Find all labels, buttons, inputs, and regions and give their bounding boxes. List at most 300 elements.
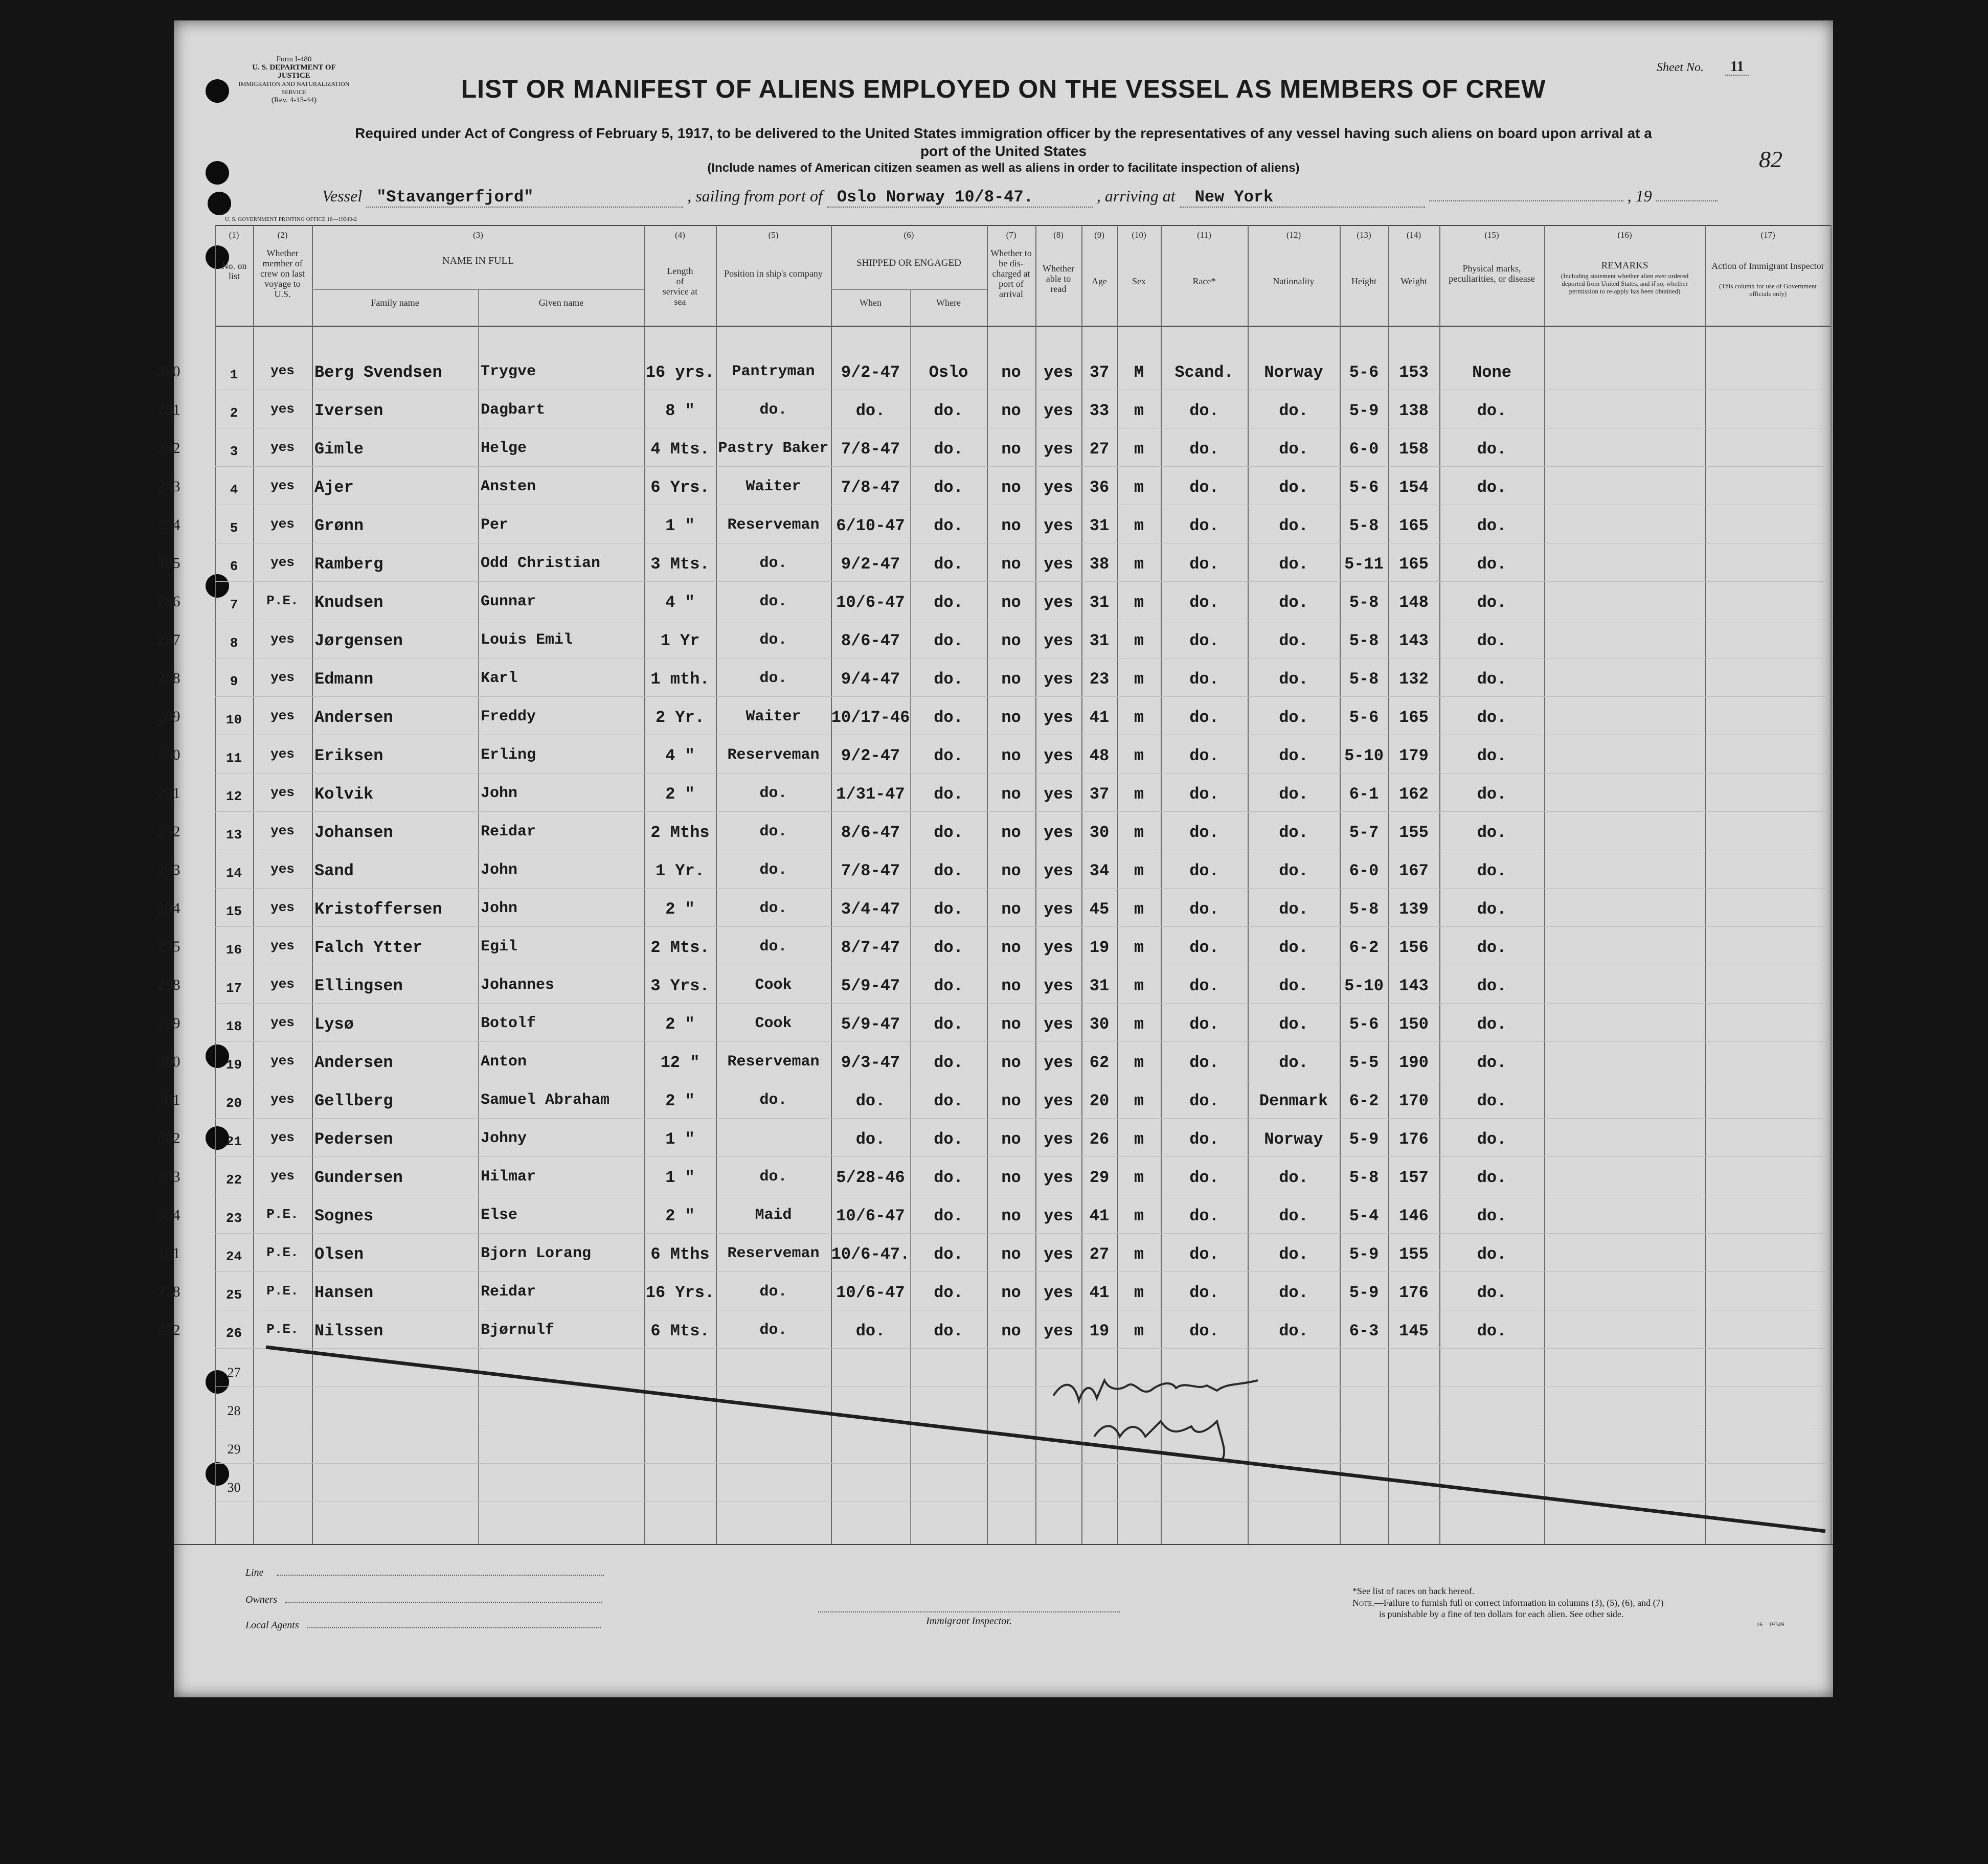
- note-label: Note.: [1352, 1598, 1374, 1608]
- row-able-to-read: yes: [1044, 478, 1073, 497]
- row-able-to-read: yes: [1044, 670, 1073, 689]
- vessel-label: Vessel: [322, 187, 363, 205]
- row-nationality: do.: [1279, 746, 1308, 765]
- row-able-to-read: yes: [1044, 1168, 1073, 1187]
- row-discharged: no: [1001, 440, 1021, 459]
- row-weight: 155: [1399, 823, 1429, 842]
- row-service-length: 2 ": [665, 900, 695, 919]
- row-margin-number: 302: [157, 1130, 180, 1147]
- col-number: (10): [1132, 230, 1146, 240]
- row-given-name: Hilmar: [481, 1168, 536, 1186]
- row-margin-number: 304: [157, 1207, 180, 1223]
- row-weight: 156: [1399, 938, 1429, 957]
- row-family-name: Berg Svendsen: [314, 363, 442, 382]
- row-sex: m: [1134, 900, 1144, 919]
- sailing-port: Oslo Norway 10/8-47.: [827, 188, 1093, 208]
- row-weight: 139: [1399, 900, 1429, 919]
- row-nationality: do.: [1279, 976, 1308, 995]
- row-shipped-where: do.: [934, 401, 963, 420]
- row-height: 6-2: [1349, 1092, 1379, 1110]
- col-number: (13): [1357, 230, 1371, 240]
- row-physical-marks: do.: [1477, 1053, 1507, 1072]
- header-remarks: REMARKS: [1601, 260, 1648, 271]
- row-margin-number: 299: [157, 1015, 180, 1032]
- row-weight: 153: [1399, 363, 1429, 382]
- row-crew-status: yes: [270, 900, 295, 915]
- col-divider: [478, 289, 479, 1544]
- row-able-to-read: yes: [1044, 1322, 1073, 1340]
- row-nationality: do.: [1279, 708, 1308, 727]
- row-race: do.: [1189, 440, 1219, 459]
- row-given-name: Reidar: [481, 823, 536, 840]
- subheader-line: [831, 289, 987, 290]
- row-family-name: Jørgensen: [314, 631, 403, 650]
- row-number: 13: [225, 827, 242, 843]
- empty-row-number: 27: [227, 1365, 241, 1380]
- row-shipped-where: do.: [934, 1207, 963, 1225]
- col-number: (5): [768, 230, 779, 240]
- row-nationality: do.: [1279, 440, 1308, 459]
- empty-row-number: 30: [227, 1480, 241, 1495]
- row-margin-number: 293: [157, 861, 180, 878]
- row-number: 18: [225, 1019, 242, 1034]
- required-line-1: Required under Act of Congress of February 5, 1917, to be delivered to the United States immigration officer by the representatives of any vessel having such aliens on board upon arrival at a: [355, 125, 1652, 141]
- row-service-length: 1 mth.: [650, 670, 710, 689]
- table-bottom-border: [174, 1544, 1833, 1545]
- row-shipped-where: do.: [934, 746, 963, 765]
- row-position: do.: [759, 900, 787, 917]
- sheet-label: Sheet No.: [1657, 61, 1704, 74]
- row-age: 27: [1089, 1245, 1110, 1264]
- row-shipped-when: 10/6-47: [836, 1283, 905, 1302]
- row-physical-marks: do.: [1477, 976, 1507, 995]
- row-given-name: John: [481, 900, 518, 917]
- row-shipped-when: 9/2-47: [841, 746, 900, 765]
- row-shipped-when: do.: [855, 1092, 886, 1110]
- row-weight: 165: [1399, 555, 1429, 574]
- row-margin-number: 298: [157, 976, 180, 993]
- row-position: Waiter: [746, 478, 801, 495]
- header-where: Where: [936, 298, 961, 308]
- row-position: do.: [759, 1168, 787, 1186]
- row-physical-marks: do.: [1477, 1207, 1507, 1225]
- row-given-name: Dagbart: [481, 401, 546, 419]
- row-height: 5-9: [1349, 1283, 1379, 1302]
- row-sex: m: [1134, 1245, 1144, 1264]
- row-race: do.: [1189, 1322, 1219, 1340]
- row-margin-number: 300: [157, 1053, 180, 1070]
- row-discharged: no: [1001, 1245, 1021, 1264]
- row-service-length: 2 ": [665, 1092, 695, 1110]
- header-inspector-action: Action of Immigrant Inspector: [1711, 261, 1824, 271]
- row-family-name: Gellberg: [314, 1092, 393, 1110]
- footer-agents-field: [245, 1620, 601, 1631]
- row-age: 19: [1089, 1322, 1110, 1340]
- row-nationality: do.: [1279, 1283, 1308, 1302]
- col-divider: [716, 225, 717, 1544]
- row-shipped-when: 8/6-47: [841, 631, 900, 650]
- empty-row-number: 28: [227, 1403, 241, 1418]
- row-able-to-read: yes: [1044, 555, 1073, 574]
- row-shipped-when: 5/9-47: [841, 976, 900, 995]
- row-number: 21: [225, 1134, 242, 1149]
- row-service-length: 1 ": [665, 1168, 695, 1187]
- row-crew-status: P.E.: [266, 1322, 299, 1337]
- row-position: Pastry Baker: [718, 440, 829, 457]
- row-sex: m: [1134, 478, 1144, 497]
- row-position: Waiter: [746, 708, 801, 725]
- row-position: do.: [759, 593, 787, 610]
- row-race: do.: [1189, 1130, 1219, 1149]
- row-physical-marks: do.: [1477, 746, 1507, 765]
- row-shipped-where: do.: [934, 708, 963, 727]
- row-shipped-when: 1/31-47: [836, 785, 905, 804]
- row-discharged: no: [1001, 938, 1021, 957]
- row-crew-status: P.E.: [266, 1245, 299, 1260]
- row-sex: m: [1134, 1168, 1144, 1187]
- row-physical-marks: do.: [1477, 1015, 1507, 1034]
- note-text: —Failure to furnish full or correct information in columns (3), (5), (6), and (7): [1374, 1598, 1664, 1608]
- col-number: (9): [1094, 230, 1104, 240]
- row-shipped-where: do.: [934, 440, 963, 459]
- row-physical-marks: do.: [1477, 785, 1507, 804]
- row-position: Maid: [755, 1207, 792, 1224]
- row-crew-status: P.E.: [266, 1283, 299, 1299]
- row-height: 5-6: [1349, 478, 1379, 497]
- row-number: 7: [230, 597, 238, 612]
- row-weight: 170: [1399, 1092, 1429, 1110]
- row-height: 5-8: [1349, 593, 1379, 612]
- row-shipped-where: do.: [934, 1283, 963, 1302]
- row-discharged: no: [1001, 746, 1021, 765]
- row-shipped-where: do.: [934, 823, 963, 842]
- row-able-to-read: yes: [1044, 593, 1073, 612]
- row-discharged: no: [1001, 1283, 1021, 1302]
- row-crew-status: yes: [270, 1092, 295, 1107]
- row-weight: 165: [1399, 516, 1429, 535]
- row-position: do.: [759, 1092, 787, 1109]
- row-physical-marks: do.: [1477, 516, 1507, 535]
- row-shipped-where: do.: [934, 1322, 963, 1340]
- row-physical-marks: do.: [1477, 478, 1507, 497]
- inspector-signature-line: [818, 1611, 1120, 1627]
- row-able-to-read: yes: [1044, 1015, 1073, 1034]
- row-weight: 150: [1399, 1015, 1429, 1034]
- row-nationality: do.: [1279, 1322, 1308, 1340]
- row-sex: m: [1134, 670, 1144, 689]
- row-position: do.: [759, 938, 787, 956]
- row-margin-number: 280: [157, 363, 180, 380]
- row-race: do.: [1189, 631, 1219, 650]
- row-shipped-where: do.: [934, 631, 963, 650]
- row-nationality: do.: [1279, 1207, 1308, 1225]
- row-able-to-read: yes: [1044, 516, 1073, 535]
- footer-line-field: [245, 1567, 604, 1579]
- row-able-to-read: yes: [1044, 1283, 1073, 1302]
- row-rule: [215, 773, 1831, 774]
- row-margin-number: 301: [157, 1092, 180, 1108]
- row-sex: m: [1134, 861, 1144, 880]
- page-number-handwritten: 82: [1759, 146, 1782, 172]
- row-service-length: 8 ": [665, 401, 695, 420]
- row-able-to-read: yes: [1044, 1207, 1073, 1225]
- agents-label: Local Agents: [245, 1620, 299, 1631]
- col-divider: [1248, 225, 1249, 1544]
- row-height: 5-8: [1349, 1168, 1379, 1187]
- row-discharged: no: [1001, 708, 1021, 727]
- row-age: 36: [1089, 478, 1110, 497]
- row-crew-status: yes: [270, 631, 295, 647]
- row-given-name: Samuel Abraham: [481, 1092, 610, 1109]
- row-weight: 143: [1399, 631, 1429, 650]
- owners-label: Owners: [245, 1594, 278, 1605]
- row-physical-marks: do.: [1477, 593, 1507, 612]
- row-number: 17: [225, 981, 242, 996]
- row-crew-status: yes: [270, 823, 295, 838]
- row-height: 5-9: [1349, 1245, 1379, 1264]
- row-race: Scand.: [1174, 363, 1234, 382]
- row-nationality: do.: [1279, 823, 1308, 842]
- row-able-to-read: yes: [1044, 746, 1073, 765]
- row-shipped-when: do.: [855, 401, 886, 420]
- row-sex: m: [1134, 746, 1144, 765]
- header-given-name: Given name: [538, 298, 584, 308]
- row-family-name: Lysø: [314, 1015, 354, 1034]
- row-shipped-when: 10/6-47: [836, 1207, 905, 1225]
- row-physical-marks: do.: [1477, 1283, 1507, 1302]
- row-number: 23: [225, 1211, 242, 1226]
- row-height: 6-2: [1349, 938, 1379, 957]
- year-label: , 19: [1627, 187, 1652, 205]
- col-divider: [1081, 225, 1082, 1544]
- col-divider: [987, 225, 988, 1544]
- row-given-name: Ansten: [481, 478, 536, 495]
- col-divider: [1831, 225, 1832, 1544]
- header-discharged: Whether to be dis-charged at port of arrival: [990, 248, 1032, 299]
- row-position: Reserveman: [727, 746, 820, 764]
- row-service-length: 12 ": [660, 1053, 700, 1072]
- row-discharged: no: [1001, 823, 1021, 842]
- row-weight: 158: [1399, 440, 1429, 459]
- row-height: 5-10: [1344, 746, 1384, 765]
- row-sex: m: [1134, 1130, 1144, 1149]
- row-service-length: 2 ": [665, 785, 695, 804]
- row-service-length: 6 Yrs.: [650, 478, 710, 497]
- row-nationality: Norway: [1264, 1130, 1323, 1149]
- row-number: 22: [225, 1172, 242, 1188]
- row-given-name: Per: [481, 516, 509, 534]
- row-given-name: John: [481, 785, 518, 802]
- row-height: 5-6: [1349, 363, 1379, 382]
- row-shipped-when: do.: [855, 1130, 886, 1149]
- col-number: (7): [1006, 230, 1016, 240]
- row-race: do.: [1189, 478, 1219, 497]
- col-number: (16): [1617, 230, 1632, 240]
- row-given-name: Bjorn Lorang: [481, 1245, 592, 1262]
- form-number: Form I-480: [276, 55, 312, 63]
- row-sex: m: [1134, 1015, 1144, 1034]
- row-discharged: no: [1001, 1130, 1021, 1149]
- row-discharged: no: [1001, 1092, 1021, 1110]
- row-sex: m: [1134, 631, 1144, 650]
- row-margin-number: 286: [157, 593, 180, 610]
- row-sex: m: [1134, 708, 1144, 727]
- row-able-to-read: yes: [1044, 1053, 1073, 1072]
- row-sex: m: [1134, 516, 1144, 535]
- row-given-name: Louis Emil: [481, 631, 573, 649]
- col-divider: [1035, 225, 1036, 1544]
- row-shipped-where: do.: [934, 1053, 963, 1072]
- header-crew-last-voyage: Whether member of crew on last voyage to U.S.: [260, 248, 305, 299]
- row-nationality: do.: [1279, 478, 1308, 497]
- row-height: 6-0: [1349, 861, 1379, 880]
- col-divider: [831, 225, 832, 1544]
- row-margin-number: 303: [157, 1168, 180, 1185]
- row-able-to-read: yes: [1044, 708, 1073, 727]
- row-position: Reserveman: [727, 1053, 820, 1071]
- row-physical-marks: do.: [1477, 1092, 1507, 1110]
- row-crew-status: yes: [270, 1168, 295, 1184]
- row-family-name: Edmann: [314, 670, 374, 689]
- empty-row-number: 29: [227, 1442, 241, 1457]
- header-inspector-note: (This column for use of Government officials only): [1719, 282, 1817, 298]
- row-given-name: Reidar: [481, 1283, 536, 1301]
- row-given-name: Karl: [481, 670, 518, 687]
- row-crew-status: yes: [270, 1053, 295, 1069]
- row-rule: [215, 1233, 1831, 1234]
- row-service-length: 2 ": [665, 1015, 695, 1034]
- row-sex: m: [1134, 1283, 1144, 1302]
- row-age: 33: [1089, 401, 1110, 420]
- row-age: 62: [1089, 1053, 1110, 1072]
- row-service-length: 4 Mts.: [650, 440, 710, 459]
- row-sex: m: [1134, 555, 1144, 574]
- row-nationality: do.: [1279, 1053, 1308, 1072]
- row-race: do.: [1189, 593, 1219, 612]
- row-number: 25: [225, 1287, 242, 1303]
- row-sex: m: [1134, 1053, 1144, 1072]
- row-discharged: no: [1001, 1015, 1021, 1034]
- row-margin-number: 294: [157, 900, 180, 917]
- row-nationality: do.: [1279, 555, 1308, 574]
- row-height: 6-3: [1349, 1322, 1379, 1340]
- col-divider: [1544, 225, 1545, 1544]
- footer-owners-field: [245, 1594, 602, 1606]
- table-top-border: [215, 225, 1831, 226]
- arriving-label: , arriving at: [1096, 187, 1176, 205]
- row-shipped-where: do.: [934, 938, 963, 957]
- row-position: do.: [759, 631, 787, 649]
- row-age: 31: [1089, 631, 1110, 650]
- row-shipped-where: do.: [934, 516, 963, 535]
- row-number: 24: [225, 1249, 242, 1264]
- row-age: 37: [1089, 785, 1110, 804]
- row-number: 11: [225, 751, 242, 766]
- row-crew-status: P.E.: [266, 593, 299, 608]
- row-margin-number: 285: [157, 555, 180, 572]
- row-height: 5-9: [1349, 401, 1379, 420]
- row-race: do.: [1189, 785, 1219, 804]
- row-nationality: do.: [1279, 593, 1308, 612]
- row-height: 5-8: [1349, 900, 1379, 919]
- row-crew-status: yes: [270, 555, 295, 570]
- row-age: 29: [1089, 1168, 1110, 1187]
- row-position: do.: [759, 555, 787, 572]
- header-nationality: Nationality: [1273, 276, 1315, 286]
- row-race: do.: [1189, 708, 1219, 727]
- row-service-length: 2 Mths: [650, 823, 710, 842]
- row-family-name: Ajer: [314, 478, 354, 497]
- col-divider: [253, 225, 254, 1544]
- row-age: 27: [1089, 440, 1110, 459]
- row-margin-number: 289: [157, 708, 180, 725]
- col-number: (14): [1406, 230, 1421, 240]
- row-weight: 155: [1399, 1245, 1429, 1264]
- row-able-to-read: yes: [1044, 363, 1073, 382]
- row-family-name: Hansen: [314, 1283, 374, 1302]
- row-age: 38: [1089, 555, 1110, 574]
- row-sex: m: [1134, 1207, 1144, 1225]
- row-physical-marks: do.: [1477, 401, 1507, 420]
- row-weight: 154: [1399, 478, 1429, 497]
- row-rule: [215, 1003, 1831, 1004]
- row-able-to-read: yes: [1044, 1245, 1073, 1264]
- service: IMMIGRATION AND NATURALIZATION SERVICE: [238, 80, 350, 96]
- row-able-to-read: yes: [1044, 1130, 1073, 1149]
- row-physical-marks: do.: [1477, 555, 1507, 574]
- row-sex: m: [1134, 976, 1144, 995]
- row-service-length: 6 Mths: [650, 1245, 710, 1264]
- row-weight: 138: [1399, 401, 1429, 420]
- row-sex: M: [1134, 363, 1144, 382]
- row-weight: 176: [1399, 1130, 1429, 1149]
- row-weight: 176: [1399, 1283, 1429, 1302]
- row-physical-marks: do.: [1477, 631, 1507, 650]
- row-service-length: 2 Mts.: [650, 938, 710, 957]
- row-shipped-where: do.: [934, 900, 963, 919]
- row-age: 20: [1089, 1092, 1110, 1110]
- row-physical-marks: do.: [1477, 1130, 1507, 1149]
- row-discharged: no: [1001, 593, 1021, 612]
- row-given-name: John: [481, 861, 518, 879]
- row-race: do.: [1189, 1207, 1219, 1225]
- row-able-to-read: yes: [1044, 976, 1073, 995]
- row-discharged: no: [1001, 1322, 1021, 1340]
- row-family-name: Sand: [314, 861, 354, 880]
- row-given-name: Odd Christian: [481, 555, 601, 572]
- row-nationality: do.: [1279, 516, 1308, 535]
- col-number: (6): [903, 230, 914, 240]
- row-race: do.: [1189, 746, 1219, 765]
- row-number: 4: [230, 482, 238, 497]
- row-rule: [215, 466, 1831, 467]
- row-race: do.: [1189, 861, 1219, 880]
- row-height: 5-4: [1349, 1207, 1379, 1225]
- row-service-length: 16 yrs.: [645, 363, 715, 382]
- row-service-length: 1 ": [665, 1130, 695, 1149]
- punch-hole: [208, 192, 231, 215]
- row-position: Cook: [755, 1015, 792, 1032]
- row-age: 48: [1089, 746, 1110, 765]
- row-discharged: no: [1001, 1053, 1021, 1072]
- row-number: 12: [225, 789, 242, 804]
- department: U. S. DEPARTMENT OF JUSTICE: [252, 63, 336, 80]
- row-service-length: 1 ": [665, 516, 695, 535]
- row-number: 19: [225, 1057, 242, 1073]
- row-race: do.: [1189, 1015, 1219, 1034]
- col-divider: [215, 225, 216, 1544]
- row-race: do.: [1189, 1283, 1219, 1302]
